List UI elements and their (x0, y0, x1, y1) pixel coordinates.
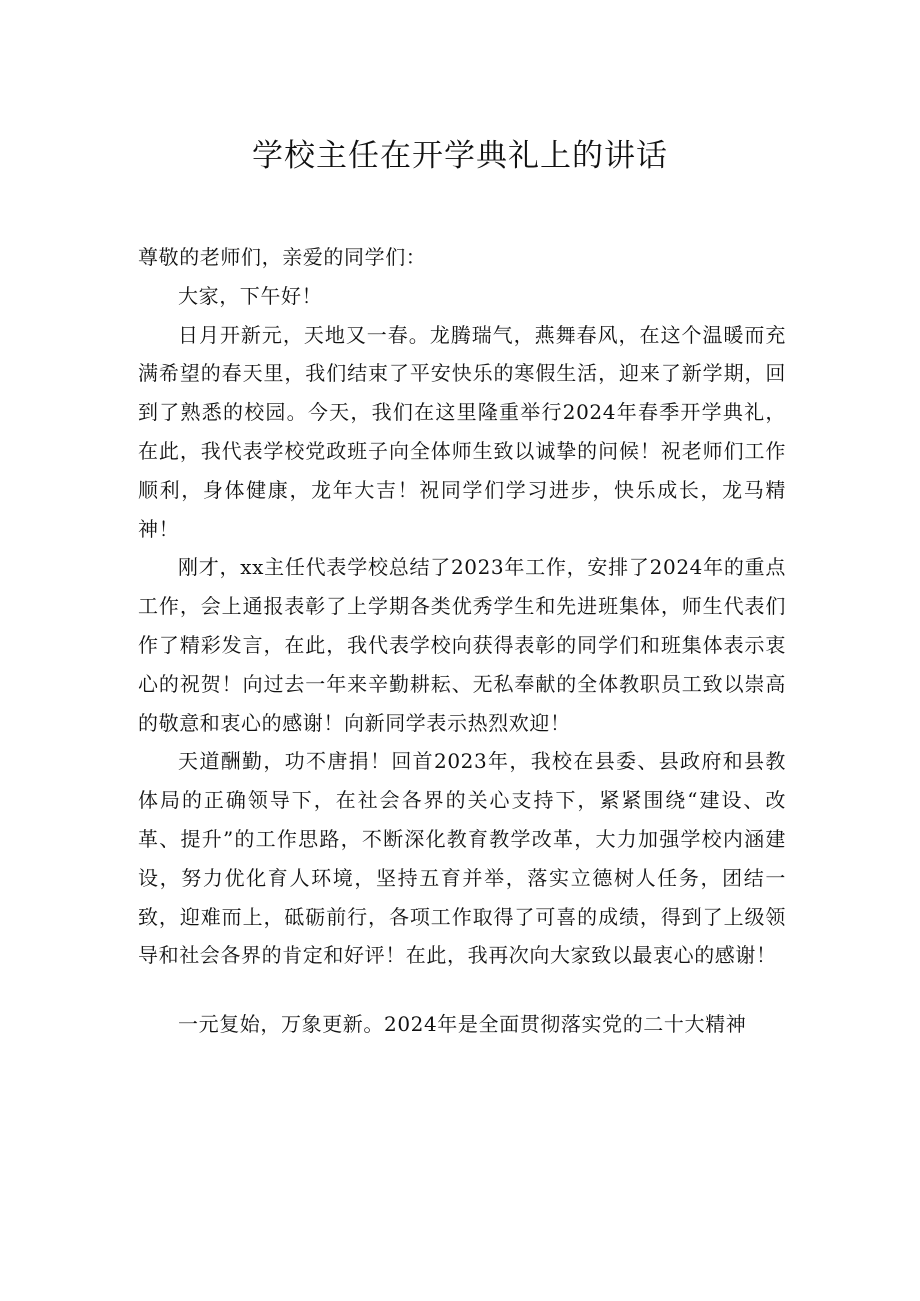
paragraph-commendation: 刚才，xx主任代表学校总结了2023年工作，安排了2024年的重点工作，会上通报表彰了上学期各类优秀学生和先进班集体，师生代表们作了精彩发言，在此，我代表学校向获得表彰的同学们和班集体表示衷心的祝贺！向过去一年来辛勤耕耘、无私奉献的全体教职员工致以崇高的敬意和衷心的感谢！向新同学表示热烈欢迎！ (138, 555, 786, 735)
paragraph-greeting: 大家，下午好！ (178, 283, 323, 308)
document-body (138, 238, 786, 1044)
salutation: 尊敬的老师们，亲爱的同学们： (138, 245, 427, 269)
paragraph-outlook-2024: 一元复始，万象更新。2024年是全面贯彻落实党的二十大精神 (178, 1012, 747, 1037)
paragraph-new-semester: 日月开新元，天地又一春。龙腾瑞气，燕舞春风，在这个温暖而充满希望的春天里，我们结束了平安快乐的寒假生活，迎来了新学期，回到了熟悉的校园。今天，我们在这里隆重举行2024年春季开学典礼，在此，我代表学校党政班子向全体师生致以诚挚的问候！祝老师们工作顺利，身体健康，龙年大吉！祝同学们学习进步，快乐成长，龙马精神！ (138, 322, 786, 541)
paragraph-review-2023: 天道酬勤，功不唐捐！回首2023年，我校在县委、县政府和县教体局的正确领导下，在社会各界的关心支持下，紧紧围绕“建设、改革、提升”的工作思路，不断深化教育教学改革，大力加强学校内涵建设，努力优化育人环境，坚持五育并举，落实立德树人任务，团结一致，迎难而上，砥砺前行，各项工作取得了可喜的成绩，得到了上级领导和社会各界的肯定和好评！在此，我再次向大家致以最衷心的感谢！ (138, 749, 786, 968)
document-title: 学校主任在开学典礼上的讲话 (252, 138, 668, 174)
